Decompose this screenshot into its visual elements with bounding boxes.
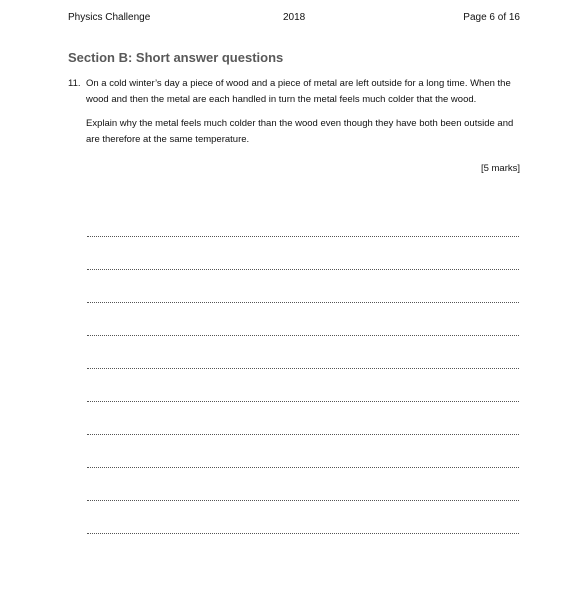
answer-line[interactable] bbox=[87, 533, 519, 534]
answer-line[interactable] bbox=[87, 434, 519, 435]
question-paragraph-2: Explain why the metal feels much colder than the wood even though they have both been outside and are therefore at the same temperature. bbox=[86, 118, 514, 145]
header-year: 2018 bbox=[283, 12, 306, 23]
answer-line[interactable] bbox=[87, 467, 519, 468]
answer-line[interactable] bbox=[87, 302, 519, 303]
answer-line[interactable] bbox=[87, 236, 519, 237]
answer-line[interactable] bbox=[87, 401, 519, 402]
question-body bbox=[86, 76, 520, 148]
question-11 bbox=[68, 76, 520, 156]
question-number: 11. bbox=[68, 78, 81, 89]
answer-line[interactable] bbox=[87, 335, 519, 336]
answer-line[interactable] bbox=[87, 500, 519, 501]
question-paragraph-1: On a cold winter’s day a piece of wood and a piece of metal are left outside for a long time. When the wood and then the metal are each handled in turn the metal feels much colder that the wood. bbox=[86, 78, 511, 105]
answer-area[interactable] bbox=[87, 236, 519, 566]
section-title: Section B: Short answer questions bbox=[68, 50, 284, 65]
page-number: Page 6 of 16 bbox=[463, 12, 520, 23]
answer-line[interactable] bbox=[87, 269, 519, 270]
answer-line[interactable] bbox=[87, 368, 519, 369]
marks-label: [5 marks] bbox=[480, 163, 520, 174]
header-title: Physics Challenge bbox=[68, 12, 151, 23]
